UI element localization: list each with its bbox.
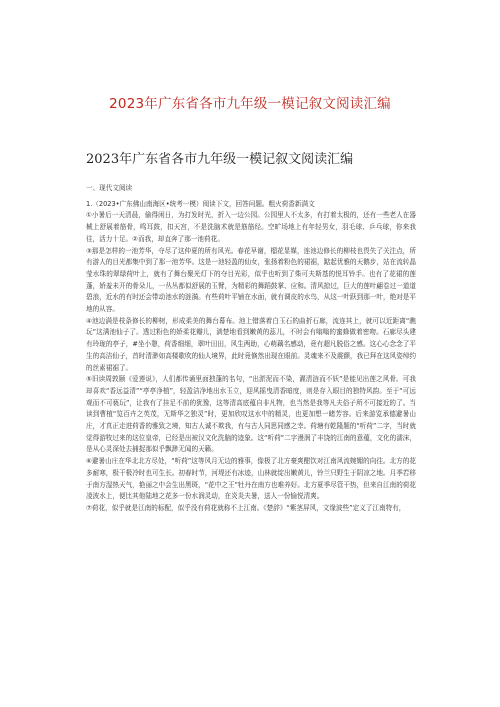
paragraph-3: ③那是怎样的一池芳华，夺尽了这仲夏的所有风光。春花早谢，榴花显媒，连池边修长的柳枝也畏失了关注点，所有游人的目光都集中到了那一池芳华。这是一池轻盈的仙女，张扬着粉色的裙裾，踮起优雅的天鹅步，站在流转晶莹水珠的翠绿荷叶上，就有了舞台聚光灯下的夺目光彩，似乎也听到了柴可夫斯基的悦耳铃手。也有了花裙的莲蓬，娇羞未开的骨朵儿，一丛丛都似舒展的玉臂，为精彩的舞蹈鼓掌、应和。清风掠过，巨大的莲叶翩卷过一道道碧浪，近水的有时还会带动池水的涟漪。有些荷叶平铺在水面，就有调皮的水鸟，从这一叶跃到那一叶，绝对是平地的从容。 xyxy=(86,246,416,314)
paragraph-1: ①小暑后一天清晨，偷得闲日，为打发时光，折入一边公园。公园里人不太多，有打着太极的，还有一些老人在器械上舒展着筋骨，鸣耳鼓，扣天宫，不是洗脑术就是筋筋经。空旷场地上有年轻男女，羽毛球、乒乓球，你来我往，活力十足。②而我，却直奔了那一池荷花。 xyxy=(86,211,416,243)
paragraph-4: ④池边满是枝条修长的柳树，形成柔美的舞台幕布。池上错落着白玉石的曲折石廊，流连其上，就可以近距离“瞧玩”这满池仙子了。透过粉色的娇柔花瓣儿，淌楚地看到嫩黄的蕊儿，不时会有嗡嗡的蜜蜂做着密吻。石廊尽头建有玲珑的亭子，#坐小憩，荷香细细，翠叶田田，风生两助，心萌藕名感动，竟有超凡脱俗之感。这心心念念了平生的高洁仙子，首时清渺如高楼歌吹的仙人境界，此时竟倏然出现在眼前。灵魂来不及震颤，我已拜在这风姿绰约的丝素裙裾了。 xyxy=(86,316,416,372)
document-body xyxy=(86,183,416,515)
question-prompt: 1.（2023•广东佛山南海区•统考一模）阅读下文，回答问题。粗火荷香新满文 xyxy=(86,199,315,208)
paragraph-7: ⑦荷花，似乎就是江南的标配，似乎没有荷花就称不上江南。《楚辞》“紫茎屏风，文缘波些”定义了江南特有， xyxy=(86,503,406,512)
section-heading: 一、现代文阅读 xyxy=(86,184,133,192)
paragraph-6: ⑥避暑山庄在华北北方尽处，“听荷”这等风月无边的雅事，像极了北方豪爽酣饮对江南风流婉媚的向往。北方的花多耐寒，极干极冷时也可生长。初春时节，河堤还有冰迹，山林就绽出嫩黄儿，铃兰只野生于阴凉之地。月季若移于南方湿热天气，艳丽之中会生出黑斑，“花中之王”牡丹在南方也难养好。北方夏季尽管干热，但来自江南的荷花凌波水上，便比其他陆地之花多一份水润灵动，在炎炎夫暑，送人一份愉悦清爽。 xyxy=(86,457,416,501)
page-title: 2023年广东省各市九年级一模记叙文阅读汇编 xyxy=(86,152,354,167)
paragraph-5: ⑤旧读周敦颐《爱莲说》，人们都传诵里面独蓬的名句，“出淤泥而不染，濯清涟而不妖”是能见出莲之风骨。可我却喜欢“香远益清”“亭亭净植”，轻盈洁净地出水玉立，迎风摇曳清香暗度，则是存入眼目的独特风韵。至于“可远观而不可亵玩”，让我有了挂足不前的犹豫，这等清高底蕴自非凡物，也当然是我等凡夫俗子所不可接近的了。当读到曹植“览百卉之英茂，无斯华之独灵”时，更加欣叹这水中的精灵，也更加想一睹芳容。后来游览承德避暑山庄，才真正走进荷香的雅致之境，知古人诚不欺我，有与古人同思同感之幸。荷塘有乾隆题的“听荷”二字，当时就觉得游牧过来的这位皇帝，已经是出被汉文化洗脑的迹象。这“听荷”二字漫润了丰饶的江南的意蕴，文化的濡沫，是从心灵深处去捕捉那似乎飘渺无闻的天籁。 xyxy=(86,375,416,454)
cover-title: 2023年广东省各市九年级一模记叙文阅读汇编 xyxy=(109,96,391,112)
